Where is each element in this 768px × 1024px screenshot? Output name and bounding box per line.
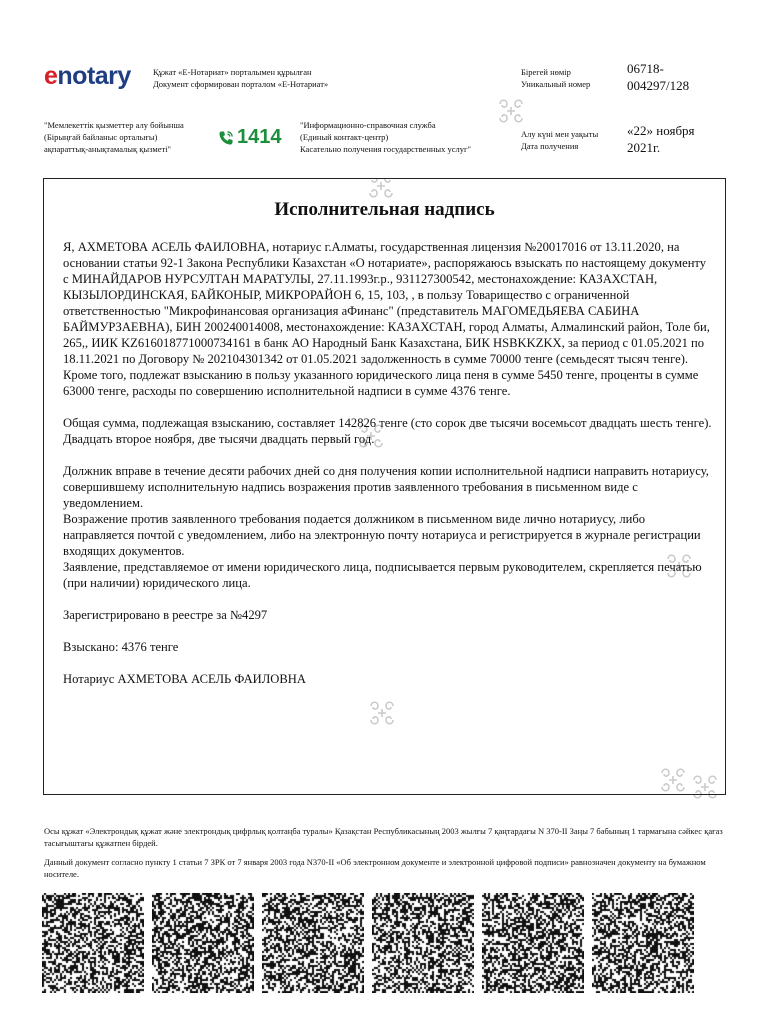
2d-barcode-icon (592, 893, 694, 993)
legal-footer (44, 826, 734, 888)
date-in-words: Двадцать второе ноября, две тысячи двадцать первый год. (63, 432, 375, 446)
2d-barcode-icon (262, 893, 364, 993)
service-info-ru: "Информационно-справочная служба (Единый контакт-центр) Касательно получения государственных услуг" (300, 120, 471, 154)
notary-signature: Нотариус АХМЕТОВА АСЕЛЬ ФАИЛОВНА (63, 672, 306, 686)
2d-barcode-icon (152, 893, 254, 993)
collected-amount: Взыскано: 4376 тенге (63, 640, 179, 654)
phone-number: 1414 (237, 126, 282, 148)
unique-number-value: 06718- 004297/128 (627, 61, 690, 93)
ornament-watermark-icon (367, 698, 397, 728)
statement-text: Заявление, представляемое от имени юридического лица, подписывается первым руководителем, скрепляется печатью (при наличии) юридического лица. (63, 560, 702, 590)
enotary-logo: enotary (44, 62, 131, 90)
portal-notice-kz: Құжат «Е-Нотариат» порталымен құрылған (153, 67, 312, 77)
objection-text: Возражение против заявленного требования подается должником в письменном виде лично нотариусу, либо направляется почтой с уведомлением, либо на электронную почту нотариуса и регистрируется в журнале регистрации входящих документов. (63, 512, 701, 558)
total-sum-text: Общая сумма, подлежащая взысканию, составляет 142826 тенге (сто сорок две тысячи восемьсот двадцать шесть тенге). (63, 416, 712, 430)
receipt-date-label: Алу күні мен уақыты Дата получения (521, 129, 599, 151)
phone-icon (218, 130, 234, 146)
ornament-watermark-icon (366, 178, 396, 201)
legal-footer-kz: Осы құжат «Электрондық құжат және электрондық цифрлық қолтаңба туралы» Қазақстан Республикасының 2003 жылғы 7 қаңтардағы N 370-II Заңы 7 бабының 1 тармағына сәйкес қағаз тасығыштағы құжатпен бірдей. (44, 826, 723, 848)
service-info-kz: "Мемлекеттік қызметтер алу бойынша (Бірыңғай байланыс орталығы) ақпараттық-анықтамалық қызметі" (44, 120, 184, 154)
barcode-strip (42, 893, 694, 993)
legal-footer-ru: Данный документ согласно пункту 1 статьи 7 ЗРК от 7 января 2003 года N370-II «Об электронном документе и электронной цифровой подписи» равнозначен документу на бумажном носителе. (44, 857, 706, 879)
2d-barcode-icon (372, 893, 474, 993)
main-paragraph: Я, АХМЕТОВА АСЕЛЬ ФАИЛОВНА, нотариус г.Алматы, государственная лицензия №20017016 от 13.11.2020, на основании статьи 92-1 Закона Республики Казахстан «О нотариате», распоряжаюсь взыскать по настоящему документу с МИНАЙДАРОВ НУРСУЛТАН МАРАТУЛЫ, 27.11.1993г.р., 931127300542, местонахождение: КАЗАХСТАН, КЫЗЫЛОРДИНСКАЯ, БАЙКОНЫР, МИКРОРАЙОН 6, 15, 103, , в пользу Товарищество с ограниченной ответственностью "Микрофинансовая организация аФинанс" (представитель МАГОМЕДЬЯЕВА САБИНА БАЙМУРЗАЕВНА), БИН 200240014008, местонахождение: КАЗАХСТАН, город Алматы, Алмалинский район, Толе би, 265,, ИИК KZ616018771000734161 в банк АО Народный Банк Казахстана, БИК HSBKKZKX, за период с 01.05.2021 по 18.11.2021 по Договору № 202104301342 от 01.05.2021 задолженность в сумме 70000 тенге (семьдесят тысяч тенге). Кроме того, подлежат взысканию в пользу указанного юридического лица пеня в сумме 5450 тенге, проценты в сумме 63000 тенге, расходы по совершению исполнительной надписи в сумме 4376 тенге. (63, 240, 710, 398)
ornament-watermark-icon (658, 765, 688, 795)
2d-barcode-icon (42, 893, 144, 993)
portal-notice-ru: Документ сформирован порталом «Е-Нотариат» (153, 79, 329, 89)
debtor-right-text: Должник вправе в течение десяти рабочих дней со дня получения копии исполнительной надписи направить нотариусу, совершившему исполнительную надпись возражения против заявленного требования в письменном виде с уведомлением. (63, 464, 709, 510)
2d-barcode-icon (482, 893, 584, 993)
portal-notice (153, 66, 328, 90)
document-content (63, 239, 713, 687)
document-title: Исполнительная надпись (274, 199, 495, 220)
contact-phone (218, 126, 282, 149)
document-body (43, 178, 726, 795)
registry-record: Зарегистрировано в реестре за №4297 (63, 608, 268, 622)
ornament-watermark-icon (496, 96, 526, 126)
unique-number-label: Бірегей нөмір Уникальный номер (521, 67, 591, 89)
receipt-date-value: «22» ноября 2021г. (627, 123, 695, 155)
